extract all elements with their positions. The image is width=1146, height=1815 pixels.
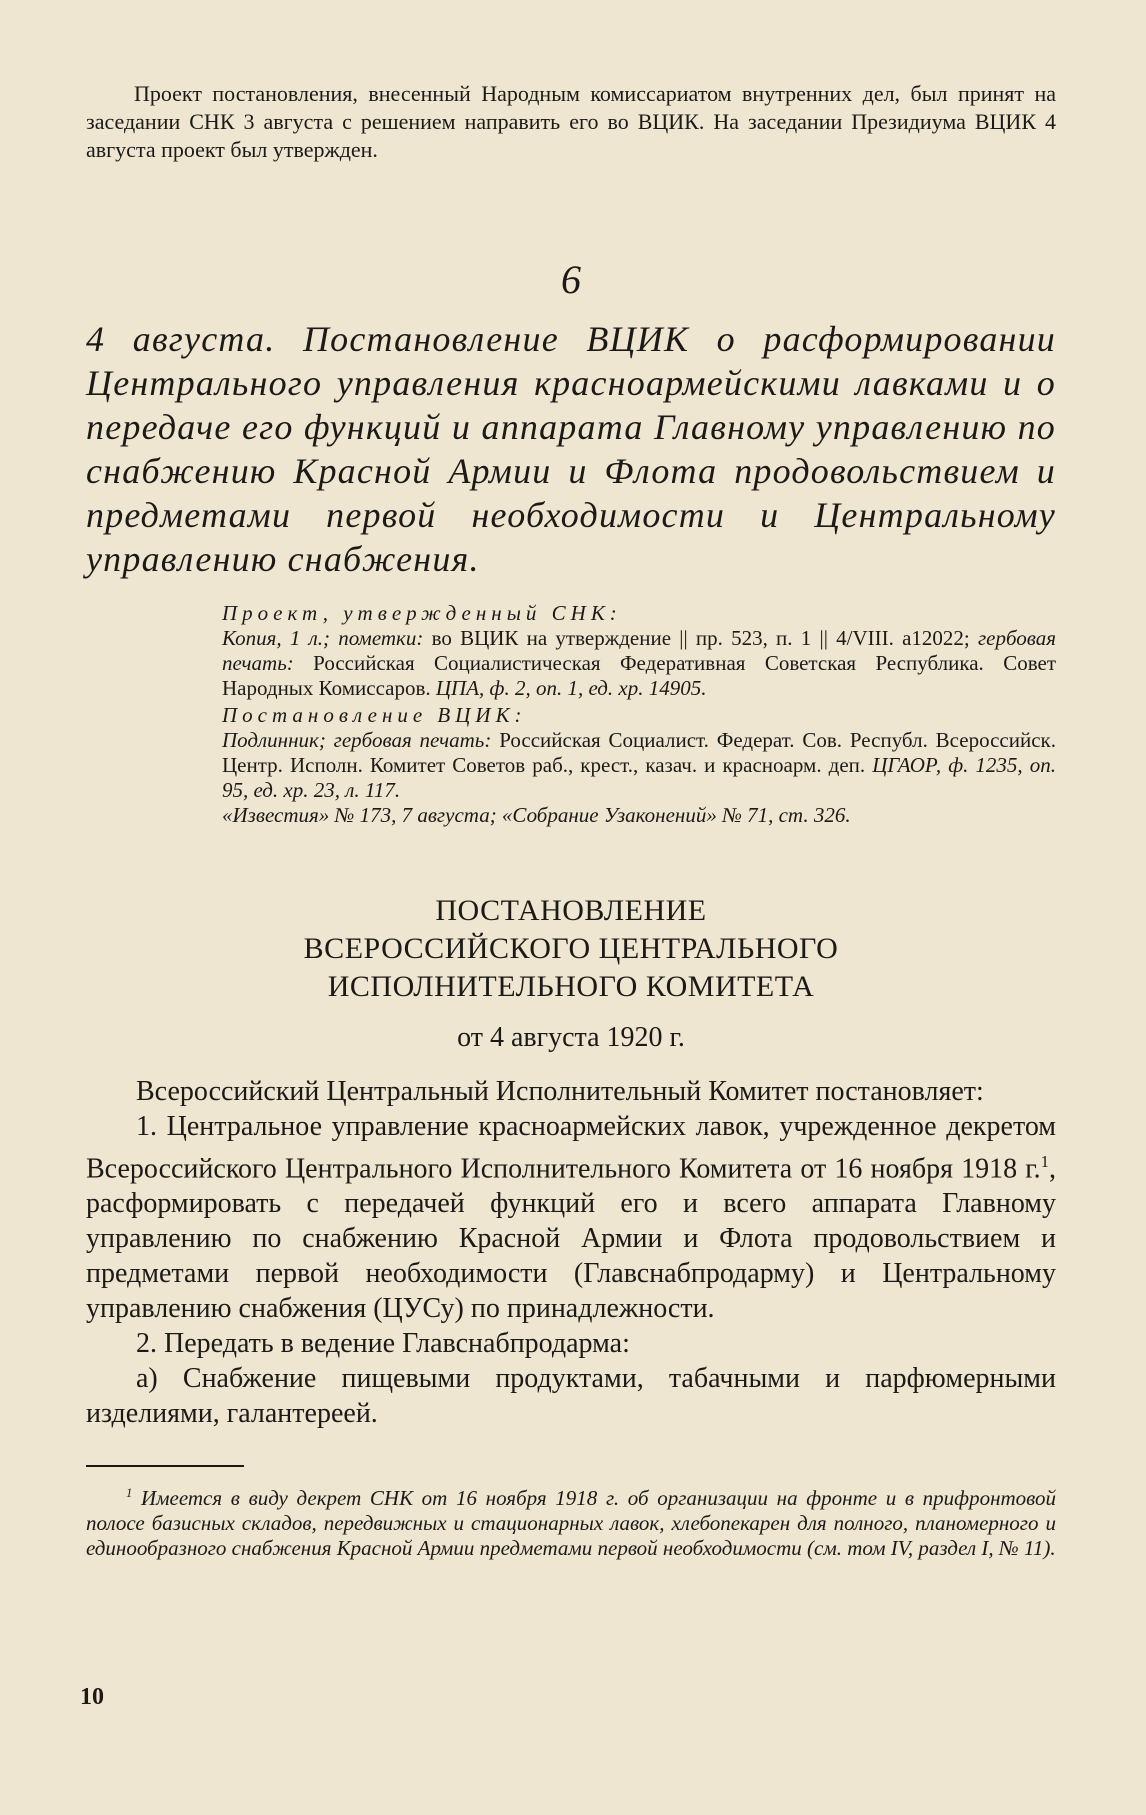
footnote-reference: 1 (1040, 1152, 1049, 1171)
decree-body (86, 1074, 1056, 1431)
project-marks: во ВЦИК на утверждение || пр. 523, п. 1 || 4/VIII. а12022; (423, 626, 978, 650)
project-seal-label: гербовая печать: (222, 626, 1056, 675)
intro-paragraph: Проект постановления, внесенный Народным комиссариатом внутренних дел, был принят на заседании СНК 3 августа с решением направить его во ВЦИК. На заседании Президиума ВЦИК 4 августа проект был утвержден. (86, 81, 1056, 162)
footnote-text: Имеется в виду декрет СНК от 16 ноября 1918 г. об организации на фронте и в прифронтовой полосе базисных складов, передвижных и стационарных лавок, хлебопекарен для полного, планомерного и единообразного снабжения Красной Армии предметами первой необходимости (см. том IV, раздел I, № 11). (86, 1486, 1056, 1561)
project-label: Проект, утвержденный СНК: (222, 601, 622, 625)
footnote-divider (86, 1465, 244, 1467)
footnote-marker: 1 (126, 1486, 133, 1501)
decree-date: от 4 августа 1920 г. (457, 1022, 685, 1053)
decree-preamble: Всероссийский Центральный Исполнительный Комитет постановляет: (136, 1076, 984, 1107)
project-copy-note: Копия, 1 л.; пометки: (222, 626, 424, 650)
project-archive-ref: ЦПА, ф. 2, оп. 1, ед. хр. 14905. (435, 676, 707, 700)
decree-title-line: ПОСТАНОВЛЕНИЕ (435, 894, 707, 927)
decree-title (86, 892, 1056, 1006)
project-source (222, 626, 1056, 701)
footnote (86, 1481, 1056, 1561)
decree-point-1 (86, 1109, 1056, 1326)
decree-archive-ref: ЦГАОР, ф. 1235, оп. 95, ед. хр. 23, л. 117. (222, 753, 1056, 802)
document-number: 6 (561, 257, 581, 302)
decree-original-note: Подлинник; гербовая печать: (222, 728, 492, 752)
project-seal-text: Российская Социалистическая Федеративная Советская Республика. Совет Народных Комиссаров. (222, 651, 1056, 700)
decree-label: Постановление ВЦИК: (222, 703, 527, 727)
decree-title-line: ВСЕРОССИЙСКОГО ЦЕНТРАЛЬНОГО (303, 932, 839, 965)
publication-ref: «Известия» № 173, 7 августа; «Собрание Узаконений» № 71, ст. 326. (222, 803, 851, 827)
decree-seal-text: Российская Социалист. Федерат. Сов. Республ. Всероссийск. Центр. Исполн. Комитет Советов раб., крест., казач. и красноарм. деп. (222, 728, 1056, 777)
document-heading: 4 августа. Постановление ВЦИК о расформировании Центрального управления красноармейскими лавками и о передаче его функций и аппарата Главному управлению по снабжению Красной Армии и Флота продовольствием и предметами первой необходимости и Центральному управлению снабжения. (86, 319, 1056, 579)
archival-sources (222, 601, 1056, 828)
decree-source (222, 728, 1056, 803)
decree-point-2: 2. Передать в ведение Главснабпродарма: (136, 1328, 630, 1360)
decree-point-1-text: , расформировать с передачей функций его и всего аппарата Главному управлению по снабжению Красной Армии и Флота продовольствием и предметами первой необходимости (Главснабпродарму) и Центральному управлению снабжения (ЦУСу) по принадлежности. (86, 1153, 1056, 1325)
page-number: 10 (80, 1684, 104, 1710)
decree-point-2a: а) Снабжение пищевыми продуктами, табачными и парфюмерными изделиями, галантереей. (86, 1363, 1056, 1430)
decree-title-line: ИСПОЛНИТЕЛЬНОГО КОМИТЕТА (327, 970, 815, 1003)
decree-point-1-text: 1. Центральное управление красноармейских лавок, учрежденное декретом Всероссийского Центрального Исполнительного Комитета от 16 ноября 1918 г. (86, 1111, 1056, 1185)
